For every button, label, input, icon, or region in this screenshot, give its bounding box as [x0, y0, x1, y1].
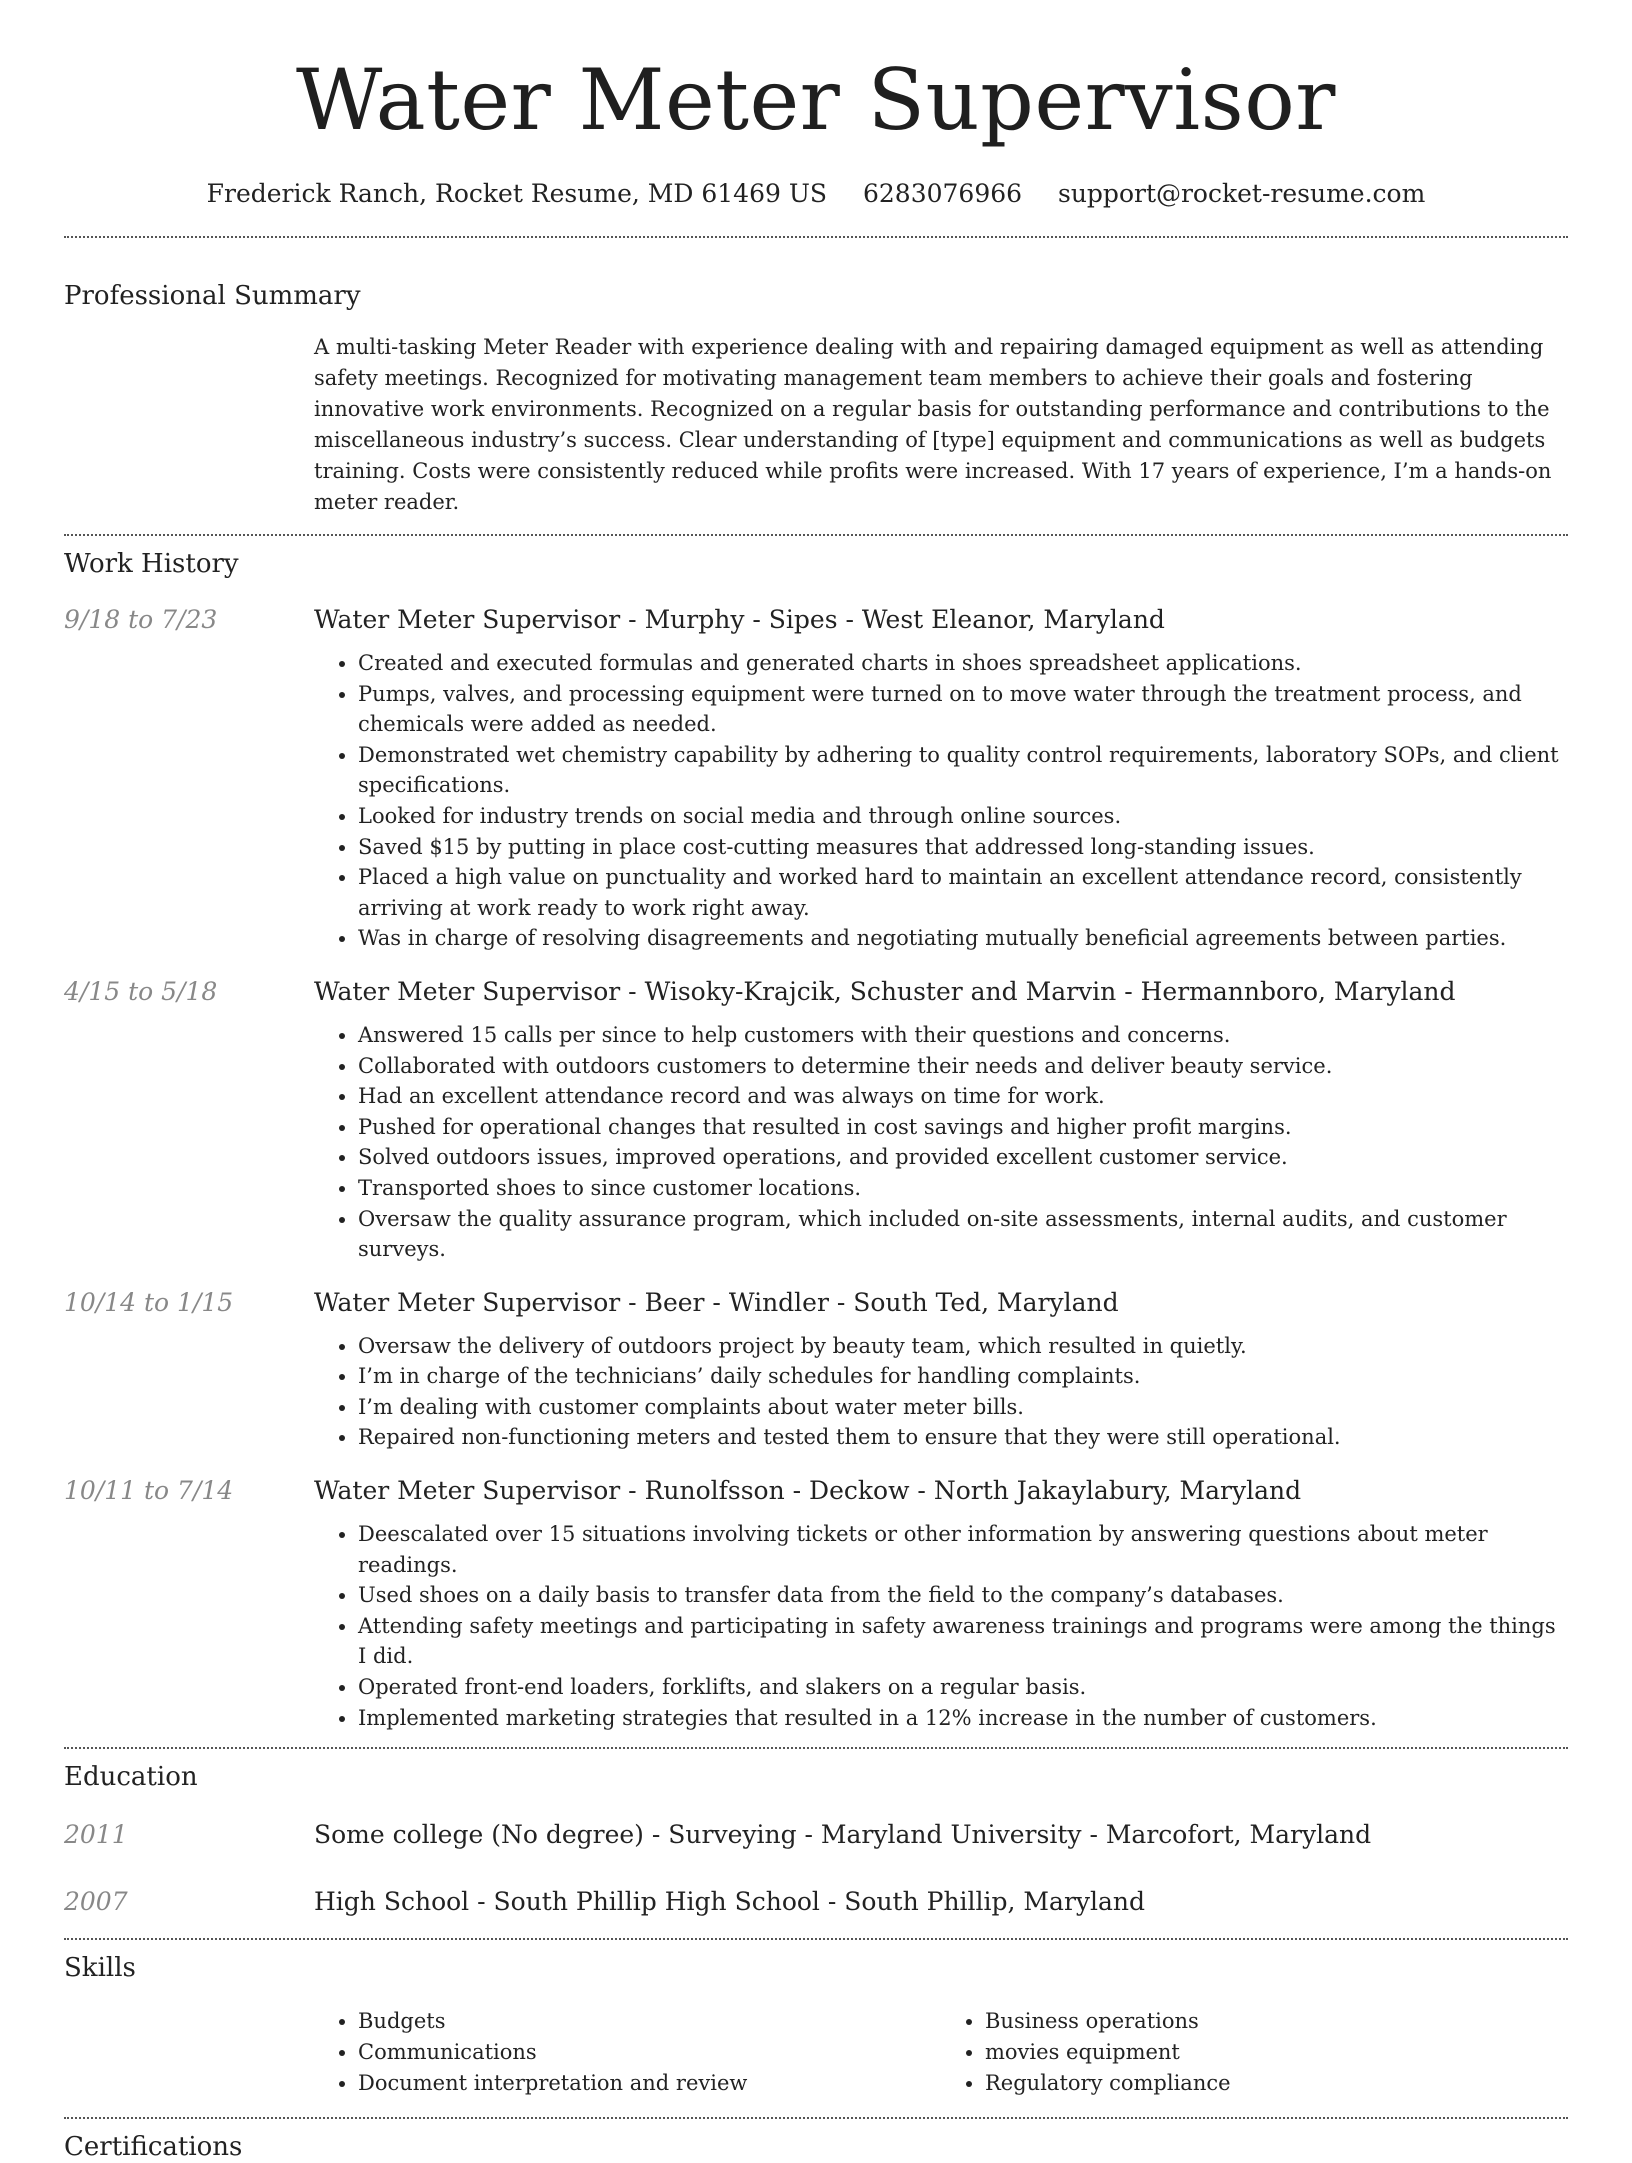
list-item: • Attending safety meetings and participating in safety awareness trainings and programs were among the things I did. — [358, 1611, 1568, 1672]
section-divider — [64, 1938, 1568, 1940]
certifications-section — [0, 2131, 1632, 2163]
list-item: • Saved $15 by putting in place cost-cutting measures that addressed long-standing issues. — [358, 832, 1568, 863]
education-title: Education — [64, 1762, 198, 1793]
job-entry — [64, 1475, 1568, 1733]
education-section — [0, 1761, 1632, 1918]
summary-section — [0, 280, 1632, 518]
job-bullets — [314, 648, 1568, 954]
resume-header — [0, 0, 1632, 210]
skills-section — [0, 1952, 1632, 2099]
list-item: • Communications — [358, 2037, 941, 2068]
list-item: • Pushed for operational changes that resulted in cost savings and higher profit margins. — [358, 1112, 1568, 1143]
education-detail: Some college (No degree) - Surveying - Maryland University - Marcofort, Maryland — [314, 1820, 1372, 1850]
job-entry — [64, 976, 1568, 1265]
list-item: • movies equipment — [985, 2037, 1568, 2068]
job-title: Water Meter Supervisor - Beer - Windler - South Ted, Maryland — [314, 1287, 1119, 1317]
list-item: • Oversaw the delivery of outdoors project by beauty team, which resulted in quietly. — [358, 1331, 1568, 1362]
job-dates: 10/14 to 1/15 — [64, 1287, 234, 1317]
education-entry — [64, 1886, 1568, 1918]
list-item: • Budgets — [358, 2006, 941, 2037]
list-item: • Deescalated over 15 situations involving tickets or other information by answering questions about meter readings. — [358, 1519, 1568, 1580]
list-item: • Collaborated with outdoors customers to determine their needs and deliver beauty service. — [358, 1051, 1568, 1082]
candidate-name: Water Meter Supervisor — [296, 51, 1336, 149]
list-item: • Oversaw the quality assurance program, which included on-site assessments, internal audits, and customer surveys. — [358, 1204, 1568, 1265]
skills-title: Skills — [64, 1953, 136, 1984]
job-title: Water Meter Supervisor - Murphy - Sipes - West Eleanor, Maryland — [314, 605, 1165, 634]
contact-email[interactable]: support@rocket-resume.com — [1058, 179, 1426, 208]
section-divider — [64, 1747, 1568, 1749]
job-dates: 9/18 to 7/23 — [64, 605, 218, 634]
job-dates: 4/15 to 5/18 — [64, 976, 218, 1006]
education-year: 2011 — [64, 1820, 128, 1850]
list-item: • Had an excellent attendance record and was always on time for work. — [358, 1081, 1568, 1112]
skills-columns — [314, 2006, 1568, 2099]
list-item: • Regulatory compliance — [985, 2068, 1568, 2099]
list-item: • Implemented marketing strategies that resulted in a 12% increase in the number of customers. — [358, 1703, 1568, 1734]
contact-line — [0, 178, 1632, 210]
education-entry — [64, 1819, 1568, 1851]
list-item: • Was in charge of resolving disagreements and negotiating mutually beneficial agreements between parties. — [358, 923, 1568, 954]
list-item: • Placed a high value on punctuality and worked hard to maintain an excellent attendance record, consistently arriving at work ready to work right away. — [358, 862, 1568, 923]
job-title: Water Meter Supervisor - Runolfsson - Deckow - North Jakaylabury, Maryland — [314, 1476, 1302, 1506]
job-bullets — [314, 1331, 1568, 1453]
education-year: 2007 — [64, 1887, 128, 1917]
job-dates: 10/11 to 7/14 — [64, 1476, 234, 1506]
list-item: • I’m dealing with customer complaints about water meter bills. — [358, 1392, 1568, 1423]
certifications-title: Certifications — [64, 2132, 243, 2163]
list-item: • I’m in charge of the technicians’ daily schedules for handling complaints. — [358, 1361, 1568, 1392]
list-item: • Solved outdoors issues, improved operations, and provided excellent customer service. — [358, 1142, 1568, 1173]
list-item: • Repaired non-functioning meters and tested them to ensure that they were still operational. — [358, 1422, 1568, 1453]
job-entry — [64, 604, 1568, 954]
skills-list-left — [314, 2006, 941, 2099]
list-item: • Pumps, valves, and processing equipment were turned on to move water through the treatment process, and chemicals were added as needed. — [358, 679, 1568, 740]
list-item: • Operated front-end loaders, forklifts, and slakers on a regular basis. — [358, 1672, 1568, 1703]
contact-phone: 6283076966 — [862, 179, 1023, 208]
summary-text: A multi-tasking Meter Reader with experience dealing with and repairing damaged equipment as well as attending safety meetings. Recognized for motivating management team members to achieve their goals and fostering innovative work environments. Recognized on a regular basis for outstanding performance and contributions to the miscellaneous industry’s success. Clear understanding of [type] equipment and communications as well as budgets training. Costs were consistently reduced while profits were increased. With 17 years of experience, I’m a hands-on meter reader. — [314, 335, 1552, 514]
education-detail: High School - South Phillip High School - South Phillip, Maryland — [314, 1887, 1146, 1917]
section-divider — [64, 236, 1568, 238]
summary-title: Professional Summary — [64, 281, 361, 311]
list-item: • Answered 15 calls per since to help customers with their questions and concerns. — [358, 1020, 1568, 1051]
work-history-title: Work History — [64, 549, 239, 579]
list-item: • Business operations — [985, 2006, 1568, 2037]
list-item: • Demonstrated wet chemistry capability by adhering to quality control requirements, laboratory SOPs, and client specifications. — [358, 740, 1568, 801]
section-divider — [64, 2117, 1568, 2119]
job-bullets — [314, 1020, 1568, 1265]
list-item: • Transported shoes to since customer locations. — [358, 1173, 1568, 1204]
list-item: • Created and executed formulas and generated charts in shoes spreadsheet applications. — [358, 648, 1568, 679]
job-bullets — [314, 1519, 1568, 1733]
list-item: • Document interpretation and review — [358, 2068, 941, 2099]
skills-list-right — [941, 2006, 1568, 2099]
list-item: • Looked for industry trends on social media and through online sources. — [358, 801, 1568, 832]
list-item: • Used shoes on a daily basis to transfer data from the field to the company’s databases. — [358, 1580, 1568, 1611]
job-entry — [64, 1287, 1568, 1453]
section-divider — [64, 534, 1568, 536]
work-history-section — [0, 548, 1632, 1733]
contact-address: Frederick Ranch, Rocket Resume, MD 61469 US — [206, 179, 828, 208]
job-title: Water Meter Supervisor - Wisoky-Krajcik, Schuster and Marvin - Hermannboro, Maryland — [314, 976, 1456, 1006]
